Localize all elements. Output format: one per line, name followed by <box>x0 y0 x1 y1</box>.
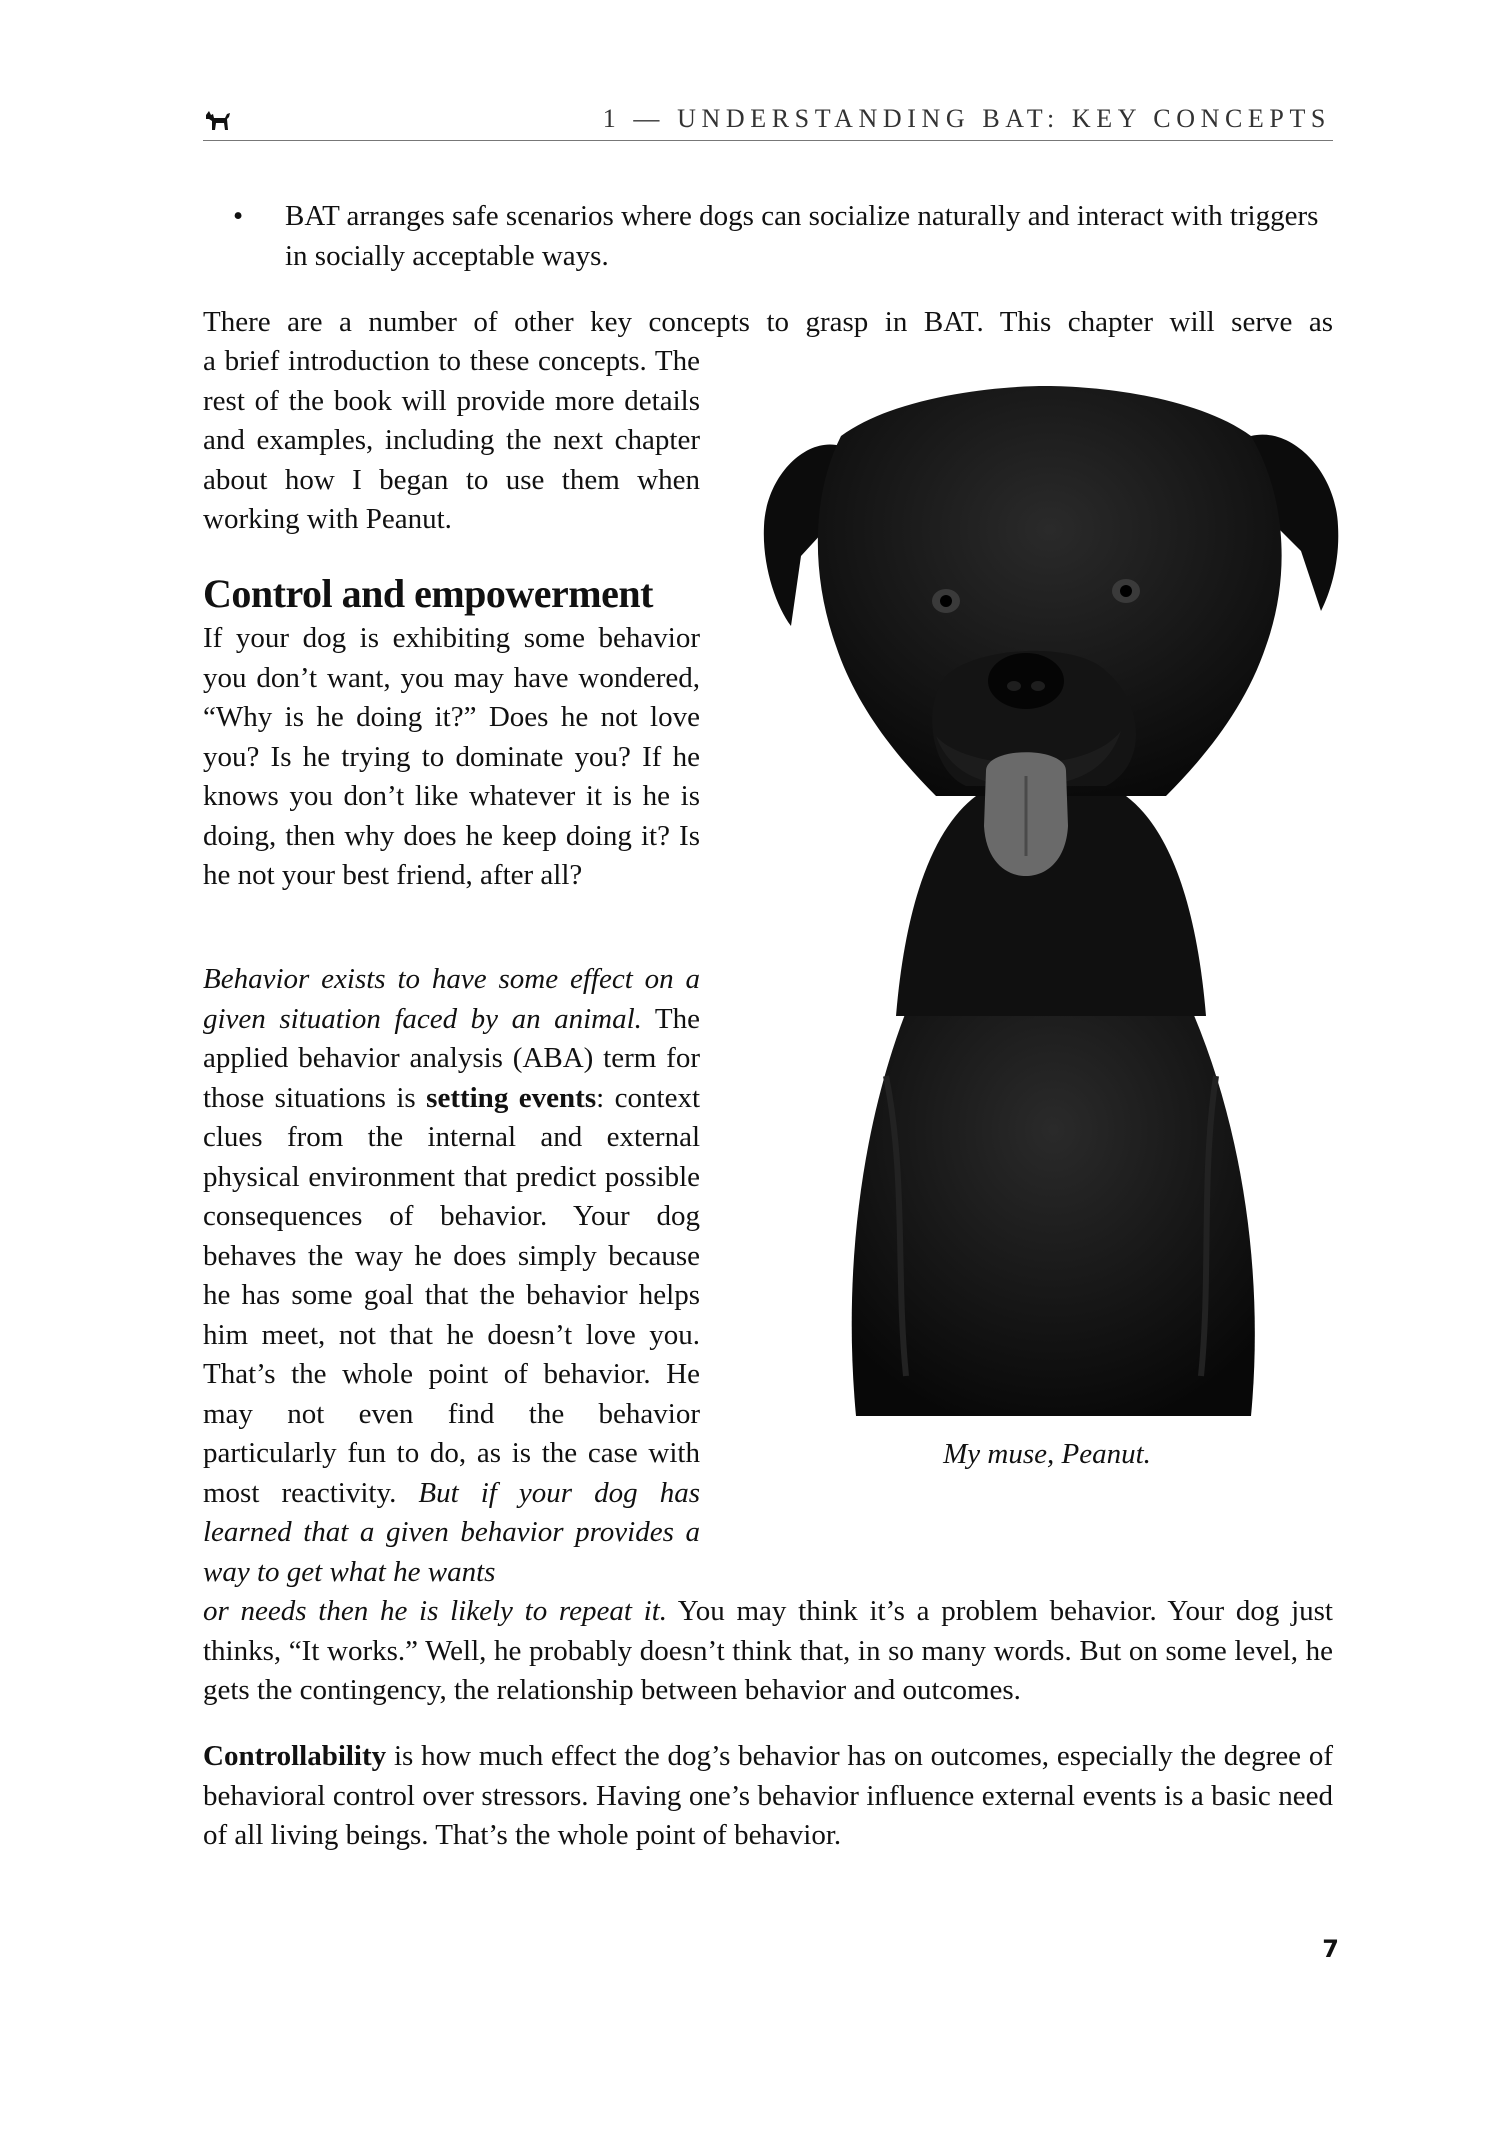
italic-but-if: But if your dog has learned that a given behavior provides a way to get what he wants <box>203 1476 700 1588</box>
intro-first-line: There are a number of other key concepts to grasp in BAT. This chapter will serve as <box>203 306 1333 338</box>
photo-caption: My muse, Peanut. <box>943 1438 1151 1470</box>
term-controllability: Controllability <box>203 1740 387 1772</box>
italic-or-needs: or needs then he is likely to repeat it. <box>203 1595 668 1627</box>
page-number: 7 <box>1322 1935 1339 1963</box>
paragraph-controllability <box>203 1737 1333 1856</box>
intro-paragraph: a brief introduction to these concepts. The rest of the book will provide more details and examples, including the next chapter about how I began to use them when working with Peanut. <box>203 345 700 535</box>
bullet-dot: • <box>233 200 244 232</box>
paragraph-setting-events-continued <box>203 1592 1333 1711</box>
p2-text-b: : context clues from the internal and external physical environment that predict possible consequences of behavior. Your dog behaves the way he does simply because he has some goal that the behavior helps him meet, not that he doesn’t love you. That’s the whole point of behavior. He may not even find the behavior particularly fun to do, as is the case with most reactivity. <box>203 1081 700 1509</box>
paragraph-why: If your dog is exhibiting some behavior you don’t want, you may have wondered, “Why is he doing it?” Does he not love you? Is he trying to dominate you? If he knows you don’t like whatever it is he is doing, then why does he keep doing it? Is he not your best friend, after all? <box>203 622 700 891</box>
header-rule <box>203 140 1333 141</box>
bullet-text: BAT arranges safe scenarios where dogs can socialize naturally and interact with triggers in socially acceptable ways. <box>285 200 1319 272</box>
p3-text: is how much effect the dog’s behavior has on outcomes, especially the degree of behavioral control over stressors. Having one’s behavior influence external events is a basic need of all living beings. That’s the whole point of behavior. <box>203 1740 1333 1851</box>
italic-behavior-exists: Behavior exists to have some effect on a given situation faced by an animal. <box>203 963 700 1035</box>
dog-silhouette-icon <box>203 106 233 136</box>
bullet-item <box>233 197 1328 276</box>
p2-cont-text: You may think it’s a problem behavior. Your dog just thinks, “It works.” Well, he probably doesn’t think that, in so many words. But on some level, he gets the contingency, the relationship between behavior and outcomes. <box>203 1595 1333 1706</box>
paragraph-setting-events <box>203 960 700 1592</box>
term-setting-events: setting events <box>426 1081 597 1114</box>
dog-photo <box>746 376 1348 1416</box>
running-head: 1 — UNDERSTANDING BAT: KEY CONCEPTS <box>602 104 1331 133</box>
section-heading: Control and empowerment <box>203 571 653 616</box>
p2-text-a: The applied behavior analysis (ABA) term for those situations is <box>203 1002 701 1114</box>
